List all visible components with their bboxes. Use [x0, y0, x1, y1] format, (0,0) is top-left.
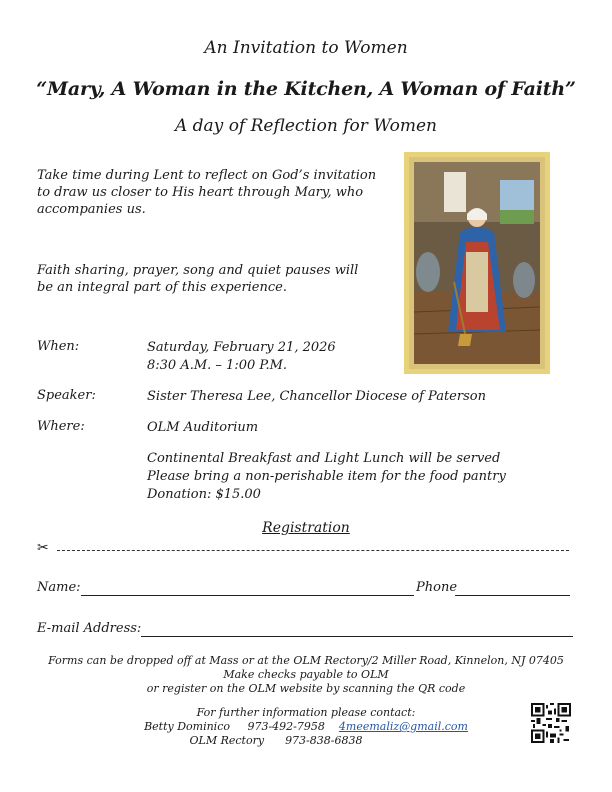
name-label: Name:: [37, 580, 81, 595]
invitation-heading: An Invitation to Women: [204, 38, 408, 58]
checks-note: Make checks payable to OLM: [223, 668, 389, 681]
name-field[interactable]: [81, 595, 414, 596]
qr-code-icon[interactable]: [531, 703, 571, 743]
contact-1-name: Betty Dominico: [144, 720, 230, 733]
contact-2-name: OLM Rectory: [189, 734, 265, 747]
phone-field[interactable]: [455, 595, 570, 596]
email-field[interactable]: [141, 636, 573, 637]
speaker-label: Speaker:: [37, 388, 96, 403]
pantry-note: Please bring a non-perishable item for the food pantry: [147, 469, 506, 484]
email-label: E-mail Address:: [37, 621, 142, 636]
cut-line: [37, 540, 569, 557]
meal-note: Continental Breakfast and Light Lunch will be served: [147, 451, 501, 466]
where-value: OLM Auditorium: [147, 420, 259, 435]
event-title: “Mary, A Woman in the Kitchen, A Woman of Faith”: [36, 78, 576, 100]
event-time: 8:30 A.M. – 1:00 P.M.: [147, 358, 288, 373]
event-date: Saturday, February 21, 2026: [147, 340, 336, 355]
donation-note: Donation: $15.00: [147, 487, 261, 502]
where-label: Where:: [37, 419, 85, 434]
contact-email-link[interactable]: 4meemaliz@gmail.com: [338, 720, 468, 733]
dashed-divider: [57, 550, 569, 551]
contact-1: [0, 720, 612, 734]
drop-off-note: Forms can be dropped off at Mass or at the OLM Rectory/2 Miller Road, Kinnelon, NJ 07405: [48, 654, 564, 667]
mary-kitchen-illustration: [404, 152, 550, 374]
intro-paragraph-1: Take time during Lent to reflect on God’s invitation to draw us closer to His heart through Mary, who accompanies us.: [37, 168, 377, 217]
when-label: When:: [37, 339, 80, 354]
event-subtitle: A day of Reflection for Women: [174, 116, 437, 136]
intro-paragraph-2: Faith sharing, prayer, song and quiet pauses will be an integral part of this experience.: [37, 263, 359, 295]
contact-intro: For further information please contact:: [196, 706, 416, 719]
phone-label: Phone: [416, 580, 458, 595]
contact-2: [0, 734, 582, 748]
registration-heading: Registration: [262, 520, 350, 536]
online-register-note: or register on the OLM website by scanning the QR code: [146, 682, 466, 695]
speaker-value: Sister Theresa Lee, Chancellor Diocese of Paterson: [147, 389, 486, 404]
contact-1-phone: 973-492-7958: [247, 720, 325, 733]
contact-2-phone: 973-838-6838: [285, 734, 363, 747]
scissors-icon: ✂: [37, 540, 49, 556]
